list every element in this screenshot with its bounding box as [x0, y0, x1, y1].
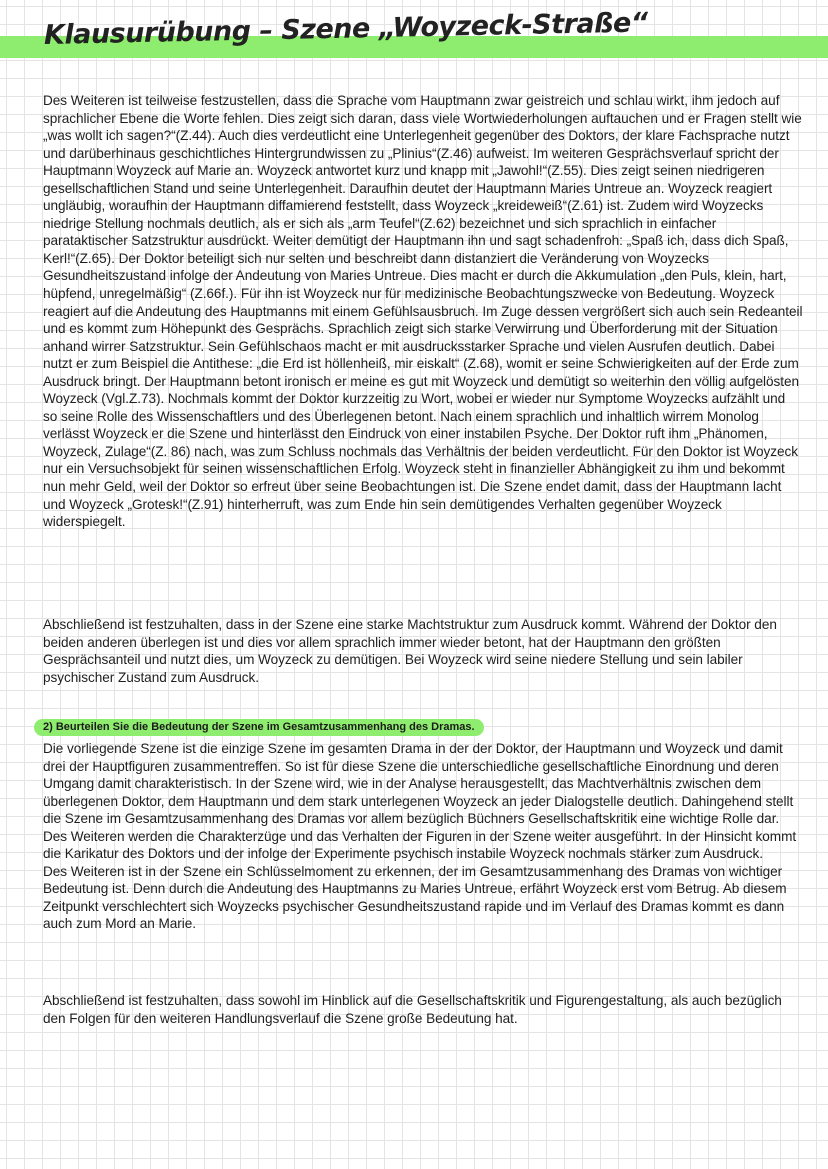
assessment-conclusion-paragraph: Abschließend ist festzuhalten, dass sowohl im Hinblick auf die Gesellschaftskritik und Figurengestaltung, als auch bezüglich den Folgen für den weiteren Handlungsverlauf die Szene große Bedeutung hat.: [43, 993, 782, 1026]
assessment-paragraph-2: Des Weiteren werden die Charakterzüge und das Verhalten der Figuren in der Szene weiter ausgeführt. In der Hinsicht kommt die Karikatur des Doktors und der infolge der Experimente psychisch instabile Woyzeck nochmals stärker zum Ausdruck.: [43, 828, 797, 862]
task-2-label: 2) Beurteilen Sie die Bedeutung der Szene im Gesamtzusammenhang des Dramas.: [34, 719, 484, 736]
analysis-paragraph: Des Weiteren ist teilweise festzustellen, dass die Sprache vom Hauptmann zwar geistreich und schlau wirkt, ihm jedoch auf sprachlicher Ebene die Worte fehlen. Dies zeigt sich daran, dass viele Wortwiederholungen auftauchen und er Fragen stellt wie „was wollt ich sagen?“(Z.44). Auch dies verdeutlicht eine Unterlegenheit gegenüber des Doktors, der klare Fachsprache nutzt und darüberhinaus geschichtliches Hintergrundwissen zu „Plinius“(Z.46) aufweist. Im weiteren Gesprächsverlauf spricht der Hauptmann Woyzeck auf Marie an. Woyzeck antwortet kurz und knapp mit „Jawohl!“(Z.55). Dies zeigt seinen niedrigeren gesellschaftlichen Stand und seine Unterlegenheit. Daraufhin deutet der Hauptmann Maries Untreue an. Woyzeck reagiert ungläubig, woraufhin der Hauptmann diffamierend feststellt, dass Woyzeck „kreideweiß“(Z.61) ist. Zudem wird Woyzecks niedrige Stellung nochmals deutlich, als er sich als „arm Teufel“(Z.62) bezeichnet und sich sprachlich in einfacher parataktischer Satzstruktur ausdrückt. Weiter demütigt der Hauptmann ihn und sagt schadenfroh: „Spaß ich, dass dich Spaß, Kerl!“(Z.65). Der Doktor beteiligt sich nur selten und beschreibt dann distanziert die Veränderung von Woyzecks Gesundheitszustand infolge der Andeutung von Maries Untreue. Dies macht er durch die Akkumulation „den Puls, klein, hart, hüpfend, unregelmäßig“ (Z.66f.). Für ihn ist Woyzeck nur für medizinische Beobachtungszwecke von Bedeutung. Woyzeck reagiert auf die Andeutung des Hauptmanns mit einem Gefühlsausbruch. Im Zuge dessen vergrößert sich auch sein Redeanteil und es kommt zum Höhepunkt des Gesprächs. Sprachlich zeigt sich starke Verwirrung und Überforderung mit der Situation anhand wirrer Satzstruktur. Sein Gefühlschaos macht er mit ausdrucksstarker Sprache und vielen Ausrufen deutlich. Dabei nutzt er zum Beispiel die Antithese: „die Erd ist höllenheiß, mir eiskalt“ (Z.68), womit er seine Schwierigkeiten auf der Erde zum Ausdruck bringt. Der Hauptmann betont ironisch er meine es gut mit Woyzeck und demütigt so weiterhin den völlig aufgelösten Woyzeck (Vgl.Z.73). Nochmals kommt der Doktor kurzzeitig zu Wort, wobei er wieder nur Symptome Woyzecks aufzählt und so seine Rolle des Wissenschaftlers und des Überlegenen betont. Nach einem sprachlich und inhaltlich wirrem Monolog verlässt Woyzeck er die Szene und hinterlässt den Eindruck von einer instabilen Psyche. Der Doktor ruft ihm „Phänomen, Woyzeck, Zulage“(Z. 86) nach, was zum Schluss nochmals das Verhältnis der beiden verdeutlicht. Für den Doktor ist Woyzeck nur ein Versuchsobjekt für seinen wissenschaftlichen Erfolg. Woyzeck steht in finanzieller Abhängigkeit zu ihm und bekommt nun mehr Geld, weil der Doktor so erfreut über seine Beobachtungen ist. Die Szene endet damit, dass der Hauptmann lacht und Woyzeck „Grotesk!“(Z.91) hinterherruft, was zum Ende hin sein demütigendes Verhalten gegenüber Woyzeck widerspiegelt.: [43, 93, 803, 530]
page-title: Klausurübung – Szene „Woyzeck-Straße“: [43, 7, 649, 51]
assessment-paragraph-3: Des Weiteren ist in der Szene ein Schlüsselmoment zu erkennen, der im Gesamtzusammenhang des Dramas von wichtiger Bedeutung ist. Denn durch die Andeutung des Hauptmanns zu Maries Untreue, erfährt Woyzeck erst vom Betrug. Ab diesem Zeitpunkt verschlechtert sich Woyzecks psychischer Gesundheitszustand rapide und im Verlauf des Dramas kommt es dann auch zum Mord an Marie.: [43, 863, 787, 932]
analysis-conclusion-paragraph: Abschließend ist festzuhalten, dass in der Szene eine starke Machtstruktur zum Ausdruck kommt. Während der Doktor den beiden anderen überlegen ist und dies vor allem sprachlich immer wieder betont, hat der Hauptmann den größten Gesprächsanteil und nutzt dies, um Woyzeck zu demütigen. Bei Woyzeck wird seine niedere Stellung und sein labiler psychischer Zustand zum Ausdruck.: [43, 617, 777, 685]
analysis-section: [43, 92, 803, 531]
assessment-paragraph-1: Die vorliegende Szene ist die einzige Szene im gesamten Drama in der der Doktor, der Hauptmann und Woyzeck und damit drei der Hauptfiguren zusammentreffen. So ist für diese Szene die unterschiedliche gesellschaftliche Einordnung und deren Umgang damit charakteristisch. In der Szene wird, wie in der Analyse herausgestellt, das Machtverhältnis zwischen dem überlegenen Doktor, dem Hauptmann und dem stark unterlegenen Woyzeck an jeder Dialogstelle deutlich. Dahingehend stellt die Szene im Gesamtzusammenhang des Dramas vor allem bezüglich Büchners Gesellschaftskritik eine wichtige Rolle dar.: [43, 741, 794, 827]
assessment-section: [43, 740, 803, 933]
assessment-conclusion-section: [43, 992, 803, 1027]
analysis-conclusion-section: [43, 616, 803, 686]
